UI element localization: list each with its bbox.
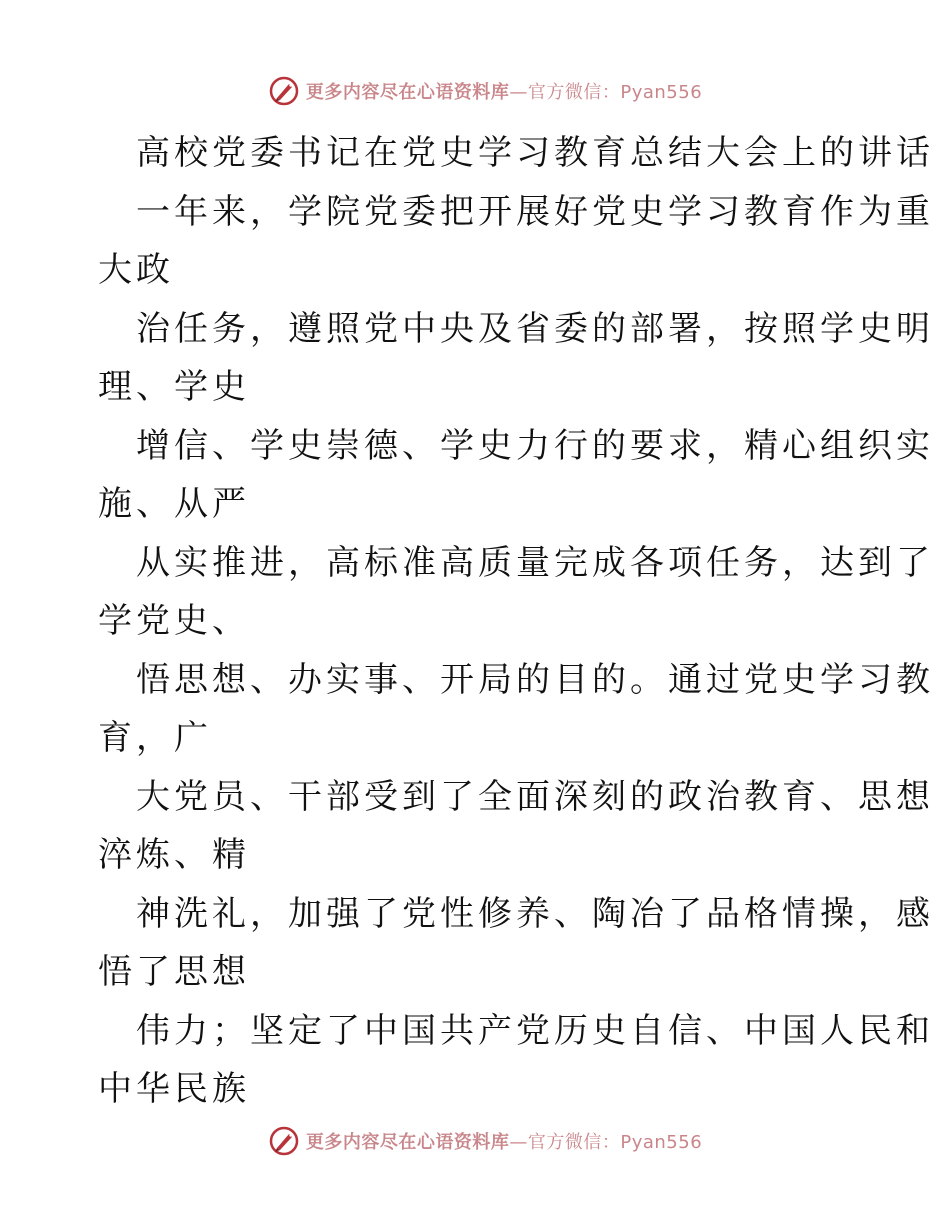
footer-banner-text [306,1128,702,1154]
footer-banner-inner [268,1125,702,1157]
document-body [98,124,934,1119]
paragraph-line: 悟了思想 [98,952,250,992]
paragraph-line: 中华民族 [98,1069,250,1109]
footer-banner [0,1121,950,1161]
paragraph-line: 伟力；坚定了中国共产党历史自信、中国人民和 [136,1010,934,1051]
paragraph-line: 从实推进，高标准高质量完成各项任务，达到了 [136,542,934,583]
header-banner-inner [268,75,702,107]
paragraph-line: 学党史、 [98,601,250,641]
paragraph-line: 治任务，遵照党中央及省委的部署，按照学史明 [136,308,934,349]
paragraph-line: 悟思想、办实事、开局的目的。通过党史学习教 [136,659,934,700]
paragraph-line: 理、学史 [98,367,250,407]
paragraph-line: 神洗礼，加强了党性修养、陶冶了品格情操，感 [136,893,934,934]
footer-banner-wechat: —官方微信：Pyan556 [509,1132,703,1153]
paragraph-line: 大党员、干部受到了全面深刻的政治教育、思想 [136,776,934,817]
paragraph-line: 一年来，学院党委把开展好党史学习教育作为重 [136,191,934,232]
header-banner-text [306,78,702,104]
header-banner [0,71,950,111]
paragraph-line: 增信、学史崇德、学史力行的要求，精心组织实 [136,425,934,466]
paragraph-line: 大政 [98,250,174,290]
paragraph-line: 育，广 [98,718,212,758]
paragraph-line: 淬炼、精 [98,835,250,875]
paragraph-line: 施、从严 [98,484,250,524]
pen-logo-icon [268,1125,300,1157]
pen-logo-icon [268,75,300,107]
document-title: 高校党委书记在党史学习教育总结大会上的讲话 [136,133,934,173]
header-banner-wechat: —官方微信：Pyan556 [509,82,703,103]
header-banner-title: 更多内容尽在心语资料库 [305,82,510,103]
footer-banner-title: 更多内容尽在心语资料库 [305,1132,510,1153]
